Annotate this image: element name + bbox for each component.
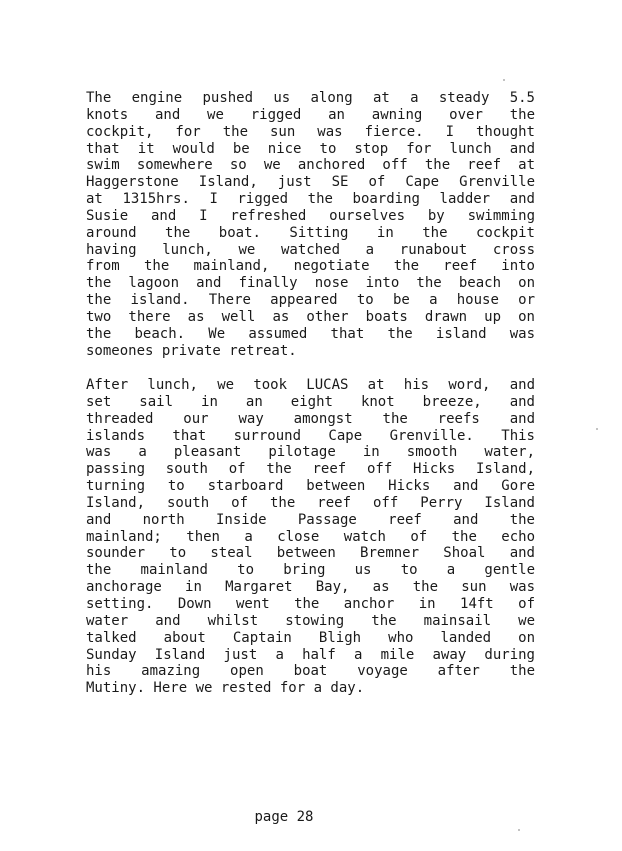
text-line: The engine pushed us along at a steady 5.5: [86, 90, 535, 106]
text-line: Sunday Island just a half a mile away during: [86, 646, 535, 663]
text-line: set sail in an eight knot breeze, and: [86, 393, 535, 410]
text-line: Haggerstone Island, just SE of Cape Grenville: [86, 174, 535, 191]
text-line: the beach. We assumed that the island was: [86, 325, 535, 342]
text-line: setting. Down went the anchor in 14ft of: [86, 595, 535, 612]
text-line: at 1315hrs. I rigged the boarding ladder and: [86, 191, 535, 208]
page-number: [0, 809, 622, 825]
text-line: water and whilst stowing the mainsail we: [86, 612, 535, 629]
text-line: and north Inside Passage reef and the: [86, 511, 535, 528]
text-line: the mainland to bring us to a gentle: [86, 562, 535, 579]
text-line: cockpit, for the sun was fierce. I thought: [86, 123, 535, 140]
text-line: around the boat. Sitting in the cockpit: [86, 224, 535, 241]
text-line: swim somewhere so we anchored off the reef at: [86, 157, 535, 174]
text-line: was a pleasant pilotage in smooth water,: [86, 444, 535, 461]
scan-speck: [503, 79, 505, 81]
paragraph-2: [86, 377, 535, 697]
text-line: Susie and I refreshed ourselves by swimming: [86, 207, 535, 224]
text-line: knots and we rigged an awning over the: [86, 106, 535, 123]
text-line: islands that surround Cape Grenville. This: [86, 427, 535, 444]
text-line: from the mainland, negotiate the reef into: [86, 258, 535, 275]
scan-speck: [596, 428, 598, 430]
page-number-text: page 28: [254, 809, 314, 825]
scan-speck: [518, 829, 520, 831]
text-line: having lunch, we watched a runabout cross: [86, 241, 535, 258]
text-line: that it would be nice to stop for lunch and: [86, 140, 535, 157]
text-line: talked about Captain Bligh who landed on: [86, 629, 535, 646]
paragraph-1: [86, 90, 535, 360]
text-line: two there as well as other boats drawn up on: [86, 308, 535, 325]
text-line: Mutiny. Here we rested for a day.: [86, 680, 365, 697]
text-line: sounder to steal between Bremner Shoal and: [86, 545, 535, 562]
text-line: the lagoon and finally nose into the beach on: [86, 275, 535, 292]
text-line: turning to starboard between Hicks and Gore: [86, 478, 535, 495]
text-line: his amazing open boat voyage after the: [86, 663, 535, 680]
text-line: After lunch, we took LUCAS at his word, and: [86, 377, 535, 393]
text-line: mainland; then a close watch of the echo: [86, 528, 535, 545]
text-line: the island. There appeared to be a house or: [86, 292, 535, 309]
text-line: Island, south of the reef off Perry Island: [86, 494, 535, 511]
text-line: someones private retreat.: [86, 342, 297, 359]
text-line: passing south of the reef off Hicks Island,: [86, 461, 535, 478]
text-line: anchorage in Margaret Bay, as the sun was: [86, 579, 535, 596]
text-line: threaded our way amongst the reefs and: [86, 410, 535, 427]
